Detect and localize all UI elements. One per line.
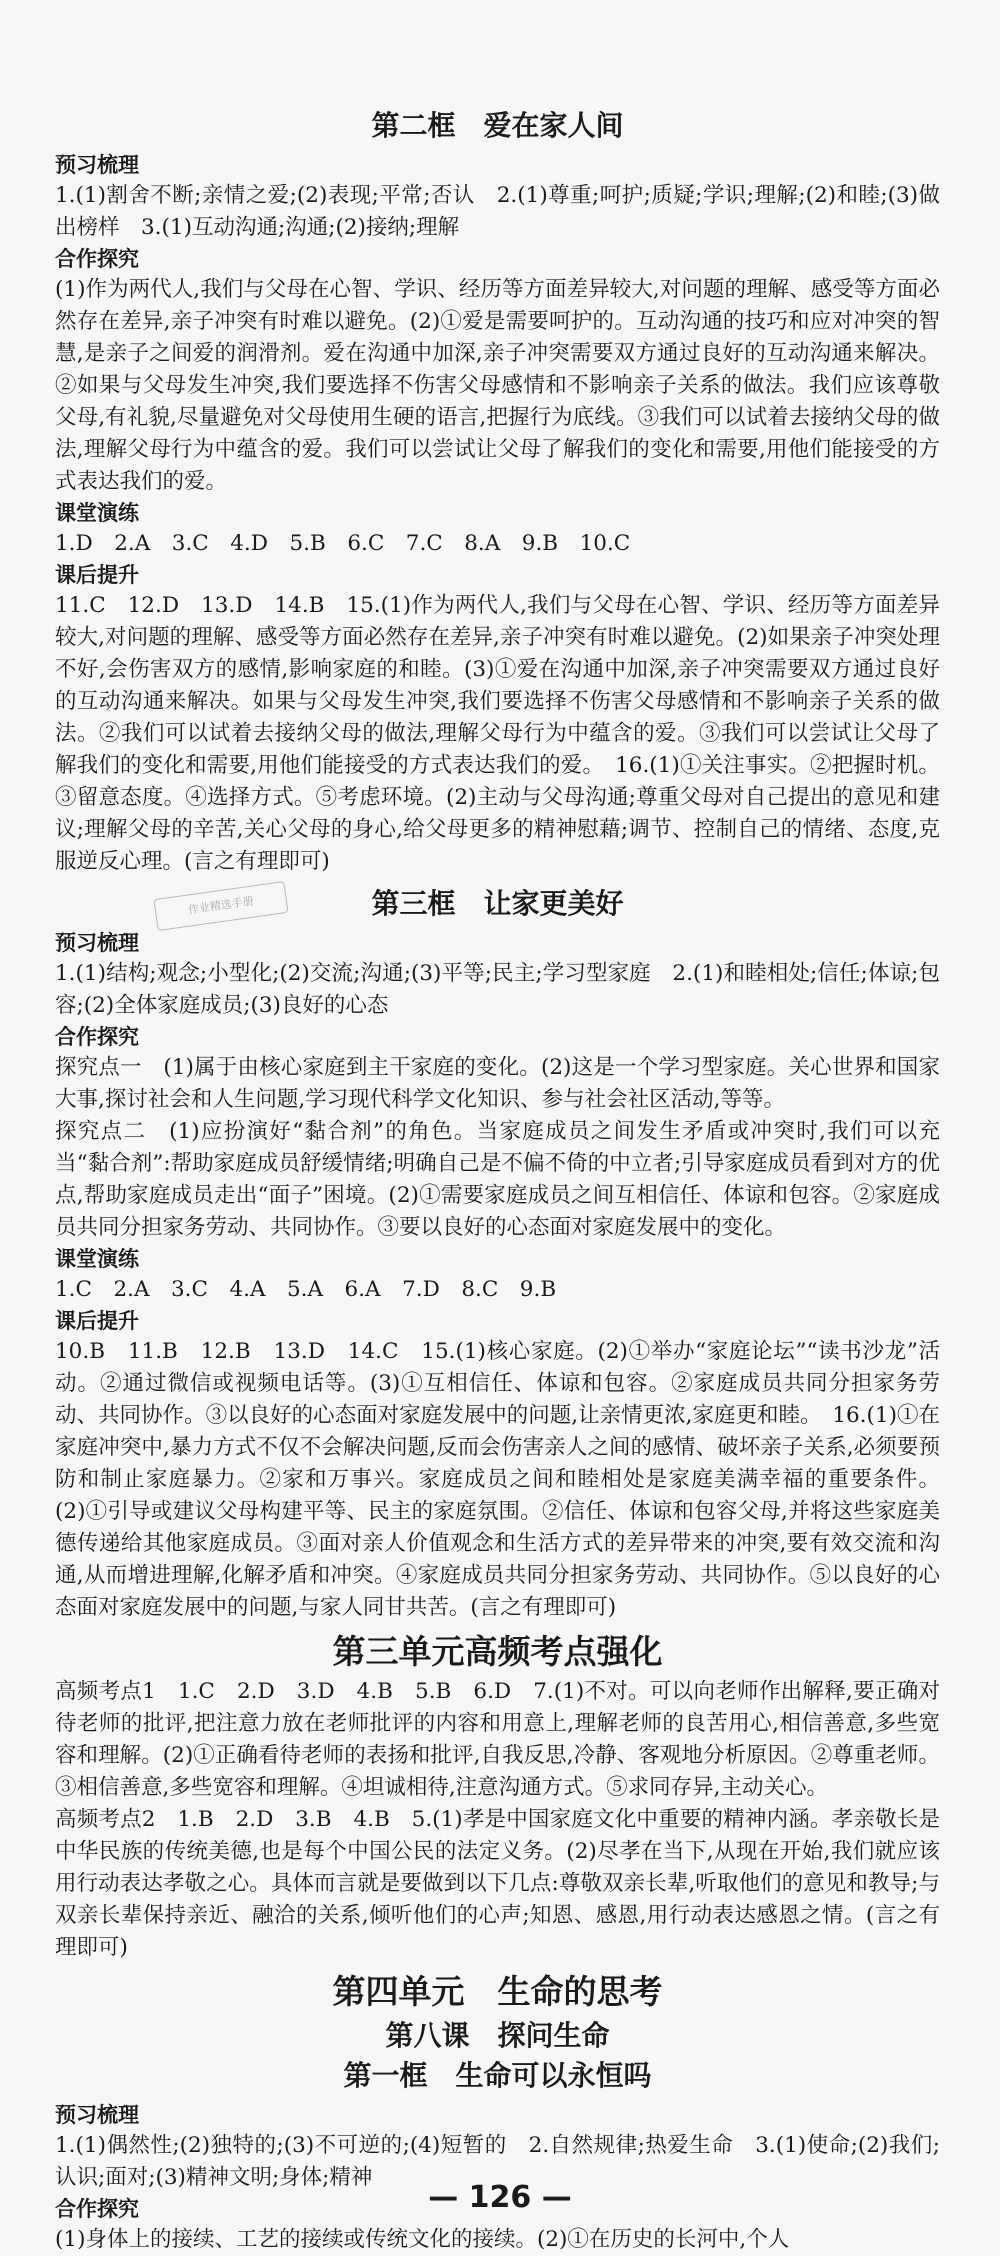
answer-preview: 1.(1)割舍不断;亲情之爱;(2)表现;平常;否认 2.(1)尊重;呵护;质疑;学识;理解;(2)和睦;(3)做出榜样 3.(1)互动沟通;沟通;(2)接纳;理解 <box>55 183 940 240</box>
answer-classwork: 1.C 2.A 3.C 4.A 5.A 6.A 7.D 8.C 9.B <box>55 1277 557 1302</box>
key-point-2: 高频考点2 1.B 2.D 3.B 4.B 5.(1)孝是中国家庭文化中重要的精神内涵。孝亲敬长是中华民族的传统美德,也是每个中国公民的法定义务。(2)尽孝在当下,从现在开始,我们就应该用行动表达孝敬之心。具体而言就是要做到以下几点:尊敬双亲长辈,听取他们的意见和教导;与双亲长辈保持亲近、融洽的关系,倾听他们的心声;知恩、感恩,用行动表达感恩之情。(言之有理即可) <box>55 1807 940 1960</box>
label-explore: 合作探究 <box>55 2197 139 2221</box>
answer-explore-point2: 探究点二 (1)应扮演好“黏合剂”的角色。当家庭成员之间发生矛盾或冲突时,我们可以充当“黏合剂”:帮助家庭成员舒缓情绪;明确自己是不偏不倚的中立者;引导家庭成员看到对方的优点,帮助家庭成员走出“面子”困境。(2)①需要家庭成员之间互相信任、体谅和包容。②家庭成员共同分担家务劳动、共同协作。③要以良好的心态面对家庭发展中的变化。 <box>55 1119 940 1240</box>
answer-explore-point1: 探究点一 (1)属于由核心家庭到主干家庭的变化。(2)这是一个学习型家庭。关心世界和国家大事,探讨社会和人生问题,学习现代科学文化知识、参与社会社区活动,等等。 <box>55 1055 940 1112</box>
section-better-home <box>55 884 940 1624</box>
label-explore: 合作探究 <box>55 247 139 271</box>
label-homework: 课后提升 <box>55 563 139 587</box>
page-number: — 126 — <box>428 2180 572 2215</box>
label-classwork: 课堂演练 <box>55 501 139 525</box>
answer-explore: (1)身体上的接续、工艺的接续或传统文化的接续。(2)①在历史的长河中,个人 <box>55 2227 790 2252</box>
section-love-family <box>55 106 940 878</box>
label-preview: 预习梳理 <box>55 153 139 177</box>
label-homework: 课后提升 <box>55 1309 139 1333</box>
watermark-stamp: 作业精选手册 <box>153 881 288 931</box>
answer-preview: 1.(1)偶然性;(2)独特的;(3)不可逆的;(4)短暂的 2.自然规律;热爱生命 3.(1)使命;(2)我们;认识;面对;(3)精神文明;身体;精神 <box>55 2133 940 2190</box>
unit-review-title: 第三单元高频考点强化 <box>332 1632 663 1671</box>
label-preview: 预习梳理 <box>55 931 139 955</box>
answer-homework: 10.B 11.B 12.B 13.D 14.C 15.(1)核心家庭。(2)①举办“家庭论坛”“读书沙龙”活动。②通过微信或视频电话等。(3)①互相信任、体谅和包容。②家庭成员共同分担家务劳动、共同协作。③以良好的心态面对家庭发展中的问题,让亲情更浓,家庭更和睦。 16.(1)①在家庭冲突中,暴力方式不仅不会解决问题,反而会伤害亲人之间的感情、破坏亲子关系,必须要预防和制止家庭暴力。②家和万事兴。家庭成员之间和睦相处是家庭美满幸福的重要条件。(2)①引导或建议父母构建平等、民主的家庭氛围。②信任、体谅和包容父母,并将这些家庭美德传递给其他家庭成员。③面对亲人价值观念和生活方式的差异带来的冲突,要有效交流和沟通,从而增进理解,化解矛盾和冲突。④家庭成员共同分担家务劳动、共同协作。⑤以良好的心态面对家庭发展中的问题,与家人同甘共苦。(言之有理即可) <box>55 1339 940 1620</box>
answer-explore: (1)作为两代人,我们与父母在心智、学识、经历等方面差异较大,对问题的理解、感受等方面必然存在差异,亲子冲突有时难以避免。(2)①爱是需要呵护的。互动沟通的技巧和应对冲突的智慧,是亲子之间爱的润滑剂。爱在沟通中加深,亲子冲突需要双方通过良好的互动沟通来解决。②如果与父母发生冲突,我们要选择不伤害父母感情和不影响亲子关系的做法。我们应该尊敬父母,有礼貌,尽量避免对父母使用生硬的语言,把握行为底线。③我们可以试着去接纳父母的做法,理解父母行为中蕴含的爱。我们可以尝试让父母了解我们的变化和需要,用他们能接受的方式表达我们的爱。 <box>55 277 940 494</box>
lesson-title: 第八课 探问生命 <box>385 2019 610 2052</box>
section-title: 第三框 让家更美好 <box>371 887 624 920</box>
answer-preview: 1.(1)结构;观念;小型化;(2)交流;沟通;(3)平等;民主;学习型家庭 2.(1)和睦相处;信任;体谅;包容;(2)全体家庭成员;(3)良好的心态 <box>55 961 940 1018</box>
label-classwork: 课堂演练 <box>55 1247 139 1271</box>
key-point-1: 高频考点1 1.C 2.D 3.D 4.B 5.B 6.D 7.(1)不对。可以向老师作出解释,要正确对待老师的批评,把注意力放在老师批评的内容和用意上,理解老师的良苦用心,相信善意,多些宽容和理解。(2)①正确看待老师的表扬和批评,自我反思,冷静、客观地分析原因。②尊重老师。③相信善意,多些宽容和理解。④坦诚相待,注意沟通方式。⑤求同存异,主动关心。 <box>55 1679 940 1800</box>
answer-classwork: 1.D 2.A 3.C 4.D 5.B 6.C 7.C 8.A 9.B 10.C <box>55 531 631 556</box>
unit-title: 第四单元 生命的思考 <box>332 1972 663 2011</box>
label-preview: 预习梳理 <box>55 2103 139 2127</box>
answer-homework: 11.C 12.D 13.D 14.B 15.(1)作为两代人,我们与父母在心智、学识、经历等方面差异较大,对问题的理解、感受等方面必然存在差异,亲子冲突有时难以避免。(2)如果亲子冲突处理不好,会伤害双方的感情,影响家庭的和睦。(3)①爱在沟通中加深,亲子冲突需要双方通过良好的互动沟通来解决。如果与父母发生冲突,我们要选择不伤害父母感情和不影响亲子关系的做法。②我们可以试着去接纳父母的做法,理解父母行为中蕴含的爱。③我们可以尝试让父母了解我们的变化和需要,用他们能接受的方式表达我们的爱。 16.(1)①关注事实。②把握时机。③留意态度。④选择方式。⑤考虑环境。(2)主动与父母沟通;尊重父母对自己提出的意见和建议;理解父母的辛苦,关心父母的身心,给父母更多的精神慰藉;调节、控制自己的情绪、态度,克服逆反心理。(言之有理即可) <box>55 593 940 874</box>
label-explore: 合作探究 <box>55 1025 139 1049</box>
section-title: 第二框 爱在家人间 <box>371 109 624 142</box>
section-unit3-review <box>55 1630 940 1964</box>
frame-title: 第一框 生命可以永恒吗 <box>343 2059 652 2092</box>
